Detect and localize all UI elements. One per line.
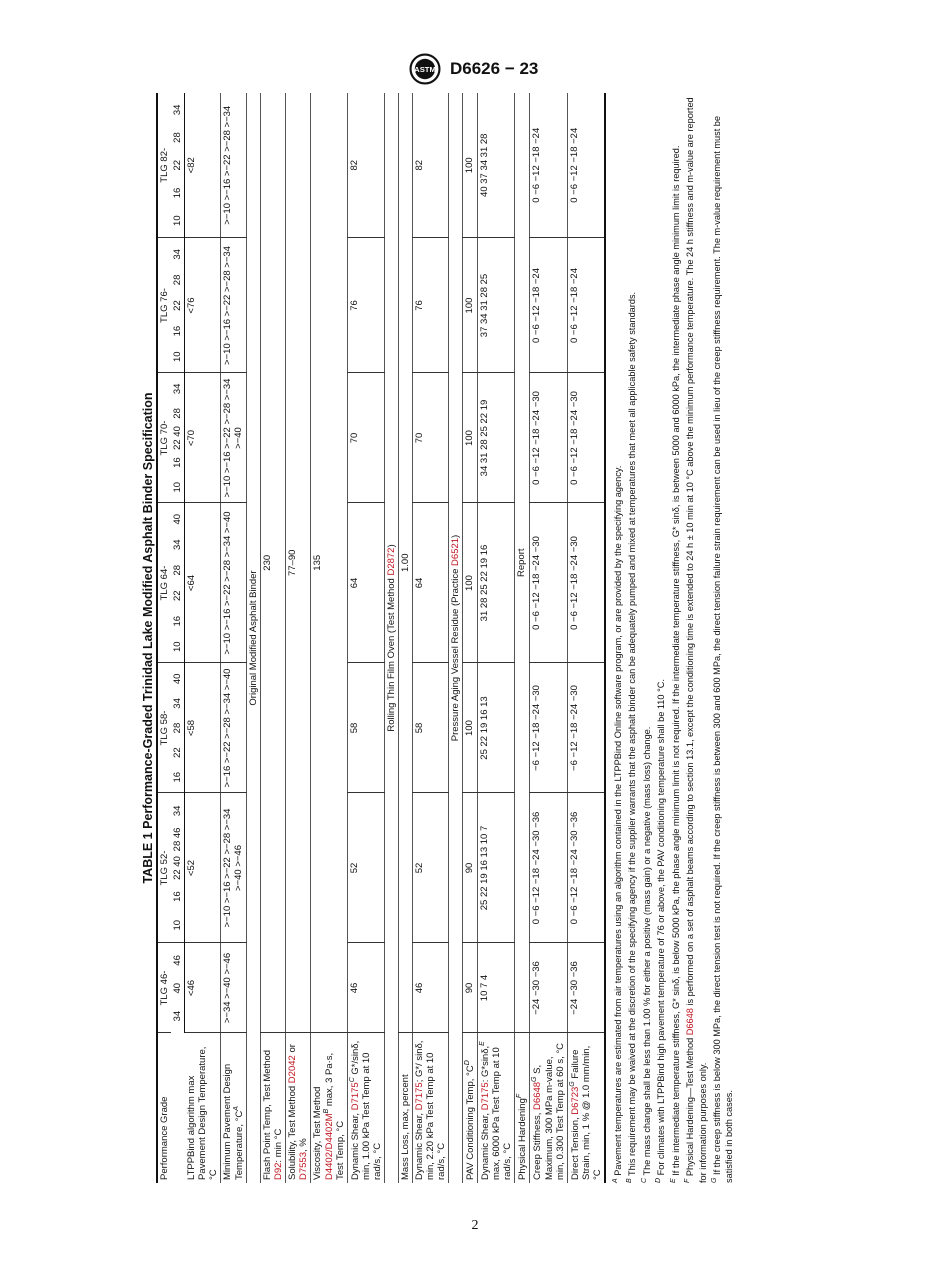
cell: <58 <box>185 663 221 793</box>
cell: 52 <box>347 793 384 943</box>
cell: 70 <box>347 373 384 503</box>
cell: 34 31 28 25 22 19 <box>478 373 515 503</box>
ref-link-d6521: D6521 <box>449 537 461 566</box>
cell: −6 −12 −18 −24 −30 <box>530 663 567 793</box>
page-number: 2 <box>471 1218 479 1233</box>
cell: 0 −6 −12 −18 −24 <box>567 238 605 373</box>
subgrades-tlg76: 10 16 22 28 34 <box>171 238 185 373</box>
cell: 0 −6 −12 −18 −24 −30 <box>530 503 567 663</box>
cell: 40 37 34 31 28 <box>478 93 515 238</box>
performance-grade-header: Performance Grade <box>157 1033 185 1183</box>
ref-link-d7553: D7553 <box>297 1152 309 1180</box>
cell: <76 <box>185 238 221 373</box>
cell: 46 <box>412 943 448 1033</box>
grade-header-row <box>157 93 171 1183</box>
svg-text:ASTM: ASTM <box>414 64 436 74</box>
grade-tlg76: TLG 76- <box>157 238 171 373</box>
row-label: Physical Hardening$^F$ <box>516 1093 529 1180</box>
cell: >−10 >−16 >−22 >−28 >−34 >−40 <box>220 503 246 663</box>
section-rtfo <box>384 93 398 1183</box>
row-label: Viscosity, Test Method D4402/D4402M$^B$ max, 3 Pa·s, Test Temp, °C <box>311 1052 346 1180</box>
row-viscosity <box>310 93 347 1183</box>
ref-link-d7175: D7175 <box>413 1082 425 1111</box>
cell: 31 28 25 22 19 16 <box>478 503 515 663</box>
ref-link-d2872: D2872 <box>385 547 397 576</box>
cell: 90 <box>462 943 477 1033</box>
cell: 90 <box>462 793 477 943</box>
row-creep-stiffness <box>530 93 567 1183</box>
grade-tlg58: TLG 58- <box>157 663 171 793</box>
cell: 0 −6 −12 −18 −24 −30 −36 <box>530 793 567 943</box>
row-min-pavement-temp <box>220 93 246 1183</box>
cell: <70 <box>185 373 221 503</box>
cell: 70 <box>412 373 448 503</box>
row-pav-temp <box>462 93 477 1183</box>
cell: 100 <box>462 93 477 238</box>
cell: 46 <box>347 943 384 1033</box>
subgrades-tlg82: 10 16 22 28 34 <box>171 93 185 238</box>
subgrades-tlg52: 10 16 22 40 28 46 34 <box>171 793 185 943</box>
cell: <46 <box>185 943 221 1033</box>
specification-table <box>156 93 606 1183</box>
table-title: TABLE 1 Performance-Graded Trinidad Lake Modified Asphalt Binder Specification <box>141 392 155 884</box>
ref-link-d6648: D6648 <box>532 1081 544 1110</box>
footnote-d: $^D$ For climates with LTPPBind high pavement temperature of 76 or above, the PAV conditioning temperature shall be 110 °C. <box>655 679 667 1183</box>
footnote-g: $^G$ If the creep stiffness is below 300 MPa, the direct tension test is not required. If the creep stiffness is between 300 and 600 MPa, the direct tension failure strain requirement can be used in lieu of the creep stiffness requirement. The m-value requirement must be satisfied in both cases. <box>710 115 735 1183</box>
cell: 135 <box>310 93 347 1033</box>
row-flash-point <box>260 93 285 1183</box>
cell: >−10 >−16 >−22 >−28 >−34 <box>220 238 246 373</box>
cell: <64 <box>185 503 221 663</box>
cell: <82 <box>185 93 221 238</box>
row-label: Dynamic Shear, D7175$^C$ G*/sinδ, min, 1.00 kPa Test Temp at 10 rad/s, °C <box>348 1040 383 1180</box>
cell: −24 −30 −36 <box>530 943 567 1033</box>
ref-link-d6648: D6648 <box>685 1008 696 1036</box>
cell: <52 <box>185 793 221 943</box>
grade-tlg46: TLG 46- <box>157 943 171 1033</box>
subgrades-tlg70: 10 16 22 40 28 34 <box>171 373 185 503</box>
row-label: LTPPBind algorithm max Pavement Design Temperature, °C <box>185 1046 219 1180</box>
cell: 52 <box>412 793 448 943</box>
cell: 0 −6 −12 −18 −24 <box>530 238 567 373</box>
row-label: Solubility, Test Method D2042 or D7553, % <box>286 1044 309 1180</box>
cell: 100 <box>462 373 477 503</box>
cell: 76 <box>347 238 384 373</box>
cell: 0 −6 −12 −18 −24 <box>567 93 605 238</box>
row-dynamic-shear-rtfo <box>412 93 448 1183</box>
cell: >−16 >−22 >−28 >−34 >−40 <box>220 663 246 793</box>
row-physical-hardening <box>515 93 530 1183</box>
row-dynamic-shear-original <box>347 93 384 1183</box>
rotated-table-block <box>140 93 800 1183</box>
cell: 64 <box>412 503 448 663</box>
footnote-e: $^E$ If the intermediate temperature stiffness, G* sinδ, is below 5000 kPa, the phase angle minimum limit is not required. If the intermediate temperature stiffness, G* sinδ, is between 5000 and 6000 kPa, the intermediate phase angle minimum limit is required. <box>669 145 681 1183</box>
row-label: Dynamic Shear, D7175: G*sinδ,$^E$ max, 6000 kPa Test Temp at 10 rad/s, °C <box>479 1041 514 1180</box>
cell: 100 <box>462 663 477 793</box>
row-label: Flash Point Temp, Test Method D92: min °C <box>261 1049 284 1180</box>
row-max-pavement-temp <box>185 93 221 1183</box>
cell: 25 22 19 16 13 <box>478 663 515 793</box>
cell: >−10 >−16 >−22 >−28 >−34 >−40 >−46 <box>220 793 246 943</box>
cell: 0 −6 −12 −18 −24 −30 <box>567 503 605 663</box>
grade-tlg52: TLG 52- <box>157 793 171 943</box>
cell: 100 <box>462 503 477 663</box>
cell: 82 <box>347 93 384 238</box>
section-title: Pressure Aging Vessel Residue (Practice D6521) <box>449 534 461 742</box>
ref-link-d4402: D4402/D4402M <box>323 1113 335 1180</box>
row-label: Dynamic Shear, D7175; G*/ sinδ, min, 2.20 kPa Test Temp at 10 rad/s, °C <box>413 1040 447 1180</box>
cell: 0 −6 −12 −18 −24 −30 <box>567 373 605 503</box>
page-header <box>408 52 538 86</box>
cell: 77–90 <box>285 93 310 1033</box>
cell: 0 −6 −12 −18 −24 −30 <box>530 373 567 503</box>
ref-link-d2042: D2042 <box>286 1055 298 1084</box>
cell: 58 <box>412 663 448 793</box>
cell: −6 −12 −18 −24 −30 <box>567 663 605 793</box>
row-dynamic-shear-pav <box>478 93 515 1183</box>
subgrades-tlg64: 10 16 22 28 34 40 <box>171 503 185 663</box>
ref-link-d6723: D6723 <box>569 1086 581 1115</box>
cell: >−10 >−16 >−22 >−28 >−34 <box>220 93 246 238</box>
row-mass-loss <box>398 93 412 1183</box>
cell: >−10 >−16 >−22 >−28 >−34 >−40 <box>220 373 246 503</box>
section-pav <box>448 93 462 1183</box>
subgrades-tlg46: 34 40 46 <box>171 943 185 1033</box>
footnote-a: $^A$ Pavement temperatures are estimated from air temperatures using an algorithm contained in the LTPPBind Online software program, or are provided by the specifying agency. <box>611 465 623 1183</box>
subgrades-tlg58: 16 22 28 34 40 <box>171 663 185 793</box>
cell: Report <box>515 93 530 1033</box>
cell: 58 <box>347 663 384 793</box>
footnote-f: $^F$ Physical Hardening—Test Method D6648 is performed on a set of asphalt beams according to section 13.1, except the conditioning time is extended to 24 h ± 10 min at 10 °C above the minimum performance temperature. The 24 h stiffness and m-value are reported for information purposes only. <box>684 97 708 1183</box>
cell: −24 −30 −36 <box>567 943 605 1033</box>
cell: 76 <box>412 238 448 373</box>
row-label: PAV Conditioning Temp, °C$^D$ <box>463 1060 477 1180</box>
row-label: Direct Tension, D6723$^G$ Failure Strain, min, 1 % @ 1.0 mm/min, °C <box>568 1045 603 1180</box>
section-title: Original Modified Asphalt Binder <box>247 570 259 706</box>
cell: 0 −6 −12 −18 −24 <box>530 93 567 238</box>
section-title: Rolling Thin Film Oven (Test Method D2872) <box>385 544 397 732</box>
cell: 25 22 19 16 13 10 7 <box>478 793 515 943</box>
footnote-b: $^B$ This requirement may be waived at the discretion of the specifying agency if the supplier warrants that the asphalt binder can be adequately pumped and mixed at temperatures that meet all applicable safety standards. <box>626 291 638 1183</box>
cell: >−34 >−40 >−46 <box>220 943 246 1033</box>
ref-link-d92: D92 <box>272 1162 284 1180</box>
grade-tlg82: TLG 82- <box>157 93 171 238</box>
table-footnotes <box>610 93 736 1183</box>
section-original-binder <box>246 93 260 1183</box>
cell: 1.00 <box>398 93 412 1033</box>
cell: 0 −6 −12 −18 −24 −30 −36 <box>567 793 605 943</box>
row-direct-tension <box>567 93 605 1183</box>
cell: 64 <box>347 503 384 663</box>
astm-logo-icon <box>408 52 442 86</box>
cell: 37 34 31 28 25 <box>478 238 515 373</box>
cell: 82 <box>412 93 448 238</box>
grade-tlg64: TLG 64- <box>157 503 171 663</box>
row-label: Minimum Pavement Design Temperature, °C$^A$ <box>221 1063 245 1180</box>
row-label: Mass Loss, max, percent <box>399 1074 411 1180</box>
grade-tlg70: TLG 70- <box>157 373 171 503</box>
footnote-c: $^C$ The mass change shall be less than 1.00 % for either a positive (mass gain) or a negative (mass loss) change. <box>640 726 652 1183</box>
ref-link-d7175: D7175 <box>480 1082 492 1111</box>
subgrade-header-row <box>171 93 185 1183</box>
row-label: Creep Stiffness, D6648$^G$ S, Maximum, 300 MPa m-value, min, 0.300 Test Temp at 60 s, °C <box>531 1042 566 1180</box>
ref-link-d7175: D7175 <box>349 1082 361 1111</box>
document-id: D6626 − 23 <box>450 59 539 78</box>
cell: 230 <box>260 93 285 1033</box>
cell: 100 <box>462 238 477 373</box>
cell: 10 7 4 <box>478 943 515 1033</box>
row-solubility <box>285 93 310 1183</box>
